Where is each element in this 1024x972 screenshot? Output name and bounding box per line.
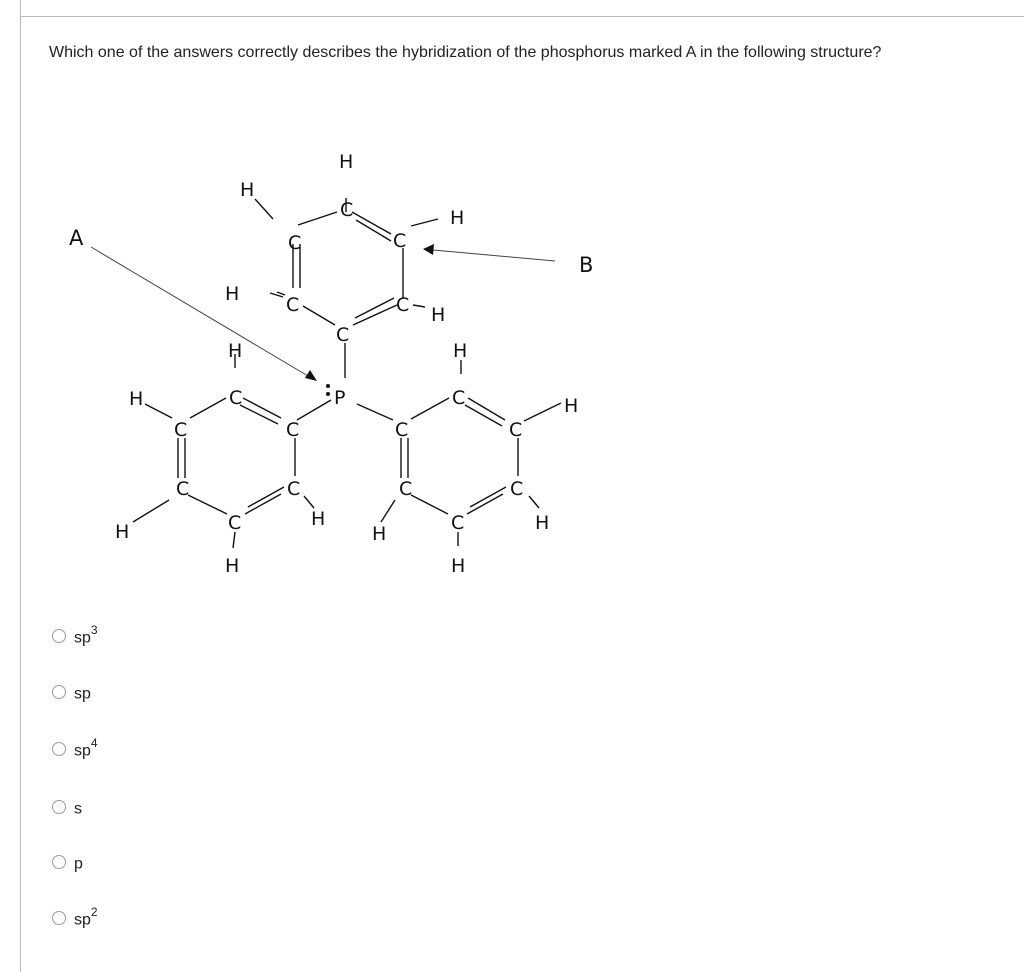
radio-button[interactable] bbox=[52, 855, 66, 869]
answer-label: $sp^2$ bbox=[74, 904, 98, 929]
answer-option-s[interactable] bbox=[52, 795, 82, 819]
pointer-b-line bbox=[433, 250, 555, 261]
atom-c: C bbox=[395, 419, 409, 441]
answer-label: $sp^3$ bbox=[74, 622, 98, 647]
callout-a-label: A bbox=[69, 226, 84, 250]
atom-h: H bbox=[225, 555, 240, 577]
atom-h: H bbox=[311, 508, 326, 530]
atom-c: C bbox=[509, 419, 523, 441]
pointer-a-line bbox=[91, 247, 308, 376]
answer-option-sp4[interactable] bbox=[52, 737, 98, 761]
atom-h: H bbox=[535, 512, 550, 534]
answer-label: sp bbox=[74, 685, 91, 703]
atom-c: C bbox=[336, 324, 350, 346]
question-text: Which one of the answers correctly describes the hybridization of the phosphorus marked A in the following structure? bbox=[49, 44, 882, 61]
atom-h: H bbox=[564, 395, 579, 417]
atom-h: H bbox=[240, 179, 255, 201]
atom-h: H bbox=[115, 521, 130, 543]
radio-button[interactable] bbox=[52, 629, 66, 643]
frame-left-border bbox=[20, 0, 21, 972]
radio-button[interactable] bbox=[52, 742, 66, 756]
answer-option-sp2[interactable] bbox=[52, 906, 98, 930]
answer-label: p bbox=[74, 855, 83, 873]
atom-h: H bbox=[431, 304, 446, 326]
atom-c: C bbox=[287, 478, 301, 500]
atom-phosphorus: P bbox=[334, 387, 346, 409]
frame-top-border bbox=[20, 16, 1024, 17]
atom-c: C bbox=[286, 294, 300, 316]
lone-pair-dot bbox=[326, 384, 330, 388]
atom-c: C bbox=[340, 199, 354, 221]
atom-h: H bbox=[451, 555, 466, 577]
atom-c: C bbox=[396, 294, 410, 316]
answer-option-sp3[interactable] bbox=[52, 624, 98, 648]
answer-option-sp[interactable] bbox=[52, 680, 91, 704]
atom-h: H bbox=[372, 523, 387, 545]
callout-b-label: B bbox=[579, 253, 594, 277]
radio-button[interactable] bbox=[52, 911, 66, 925]
atom-c: C bbox=[393, 230, 407, 252]
atom-c: C bbox=[176, 478, 190, 500]
atom-c: C bbox=[229, 387, 243, 409]
atom-c: C bbox=[399, 478, 413, 500]
answer-label: s bbox=[74, 800, 82, 818]
atom-h: H bbox=[228, 340, 243, 362]
atom-c: C bbox=[288, 232, 302, 254]
frame-corner bbox=[0, 0, 21, 16]
atom-h: H bbox=[339, 151, 354, 173]
lone-pair-dot bbox=[326, 392, 330, 396]
triphenylphosphine-structure bbox=[55, 140, 615, 590]
answer-label: $sp^4$ bbox=[74, 735, 98, 760]
atom-h: H bbox=[225, 283, 240, 305]
answer-option-p[interactable] bbox=[52, 850, 83, 874]
atom-c: C bbox=[174, 419, 188, 441]
atom-c: C bbox=[451, 512, 465, 534]
pointer-a-arrowhead bbox=[305, 370, 317, 381]
radio-button[interactable] bbox=[52, 800, 66, 814]
atom-h: H bbox=[450, 207, 465, 229]
atom-c: C bbox=[228, 512, 242, 534]
atom-c: C bbox=[510, 478, 524, 500]
atom-c: C bbox=[286, 419, 300, 441]
pointer-b-arrowhead bbox=[423, 244, 434, 255]
radio-button[interactable] bbox=[52, 685, 66, 699]
atom-h: H bbox=[129, 388, 144, 410]
atom-c: C bbox=[452, 387, 466, 409]
atom-h: H bbox=[453, 340, 468, 362]
